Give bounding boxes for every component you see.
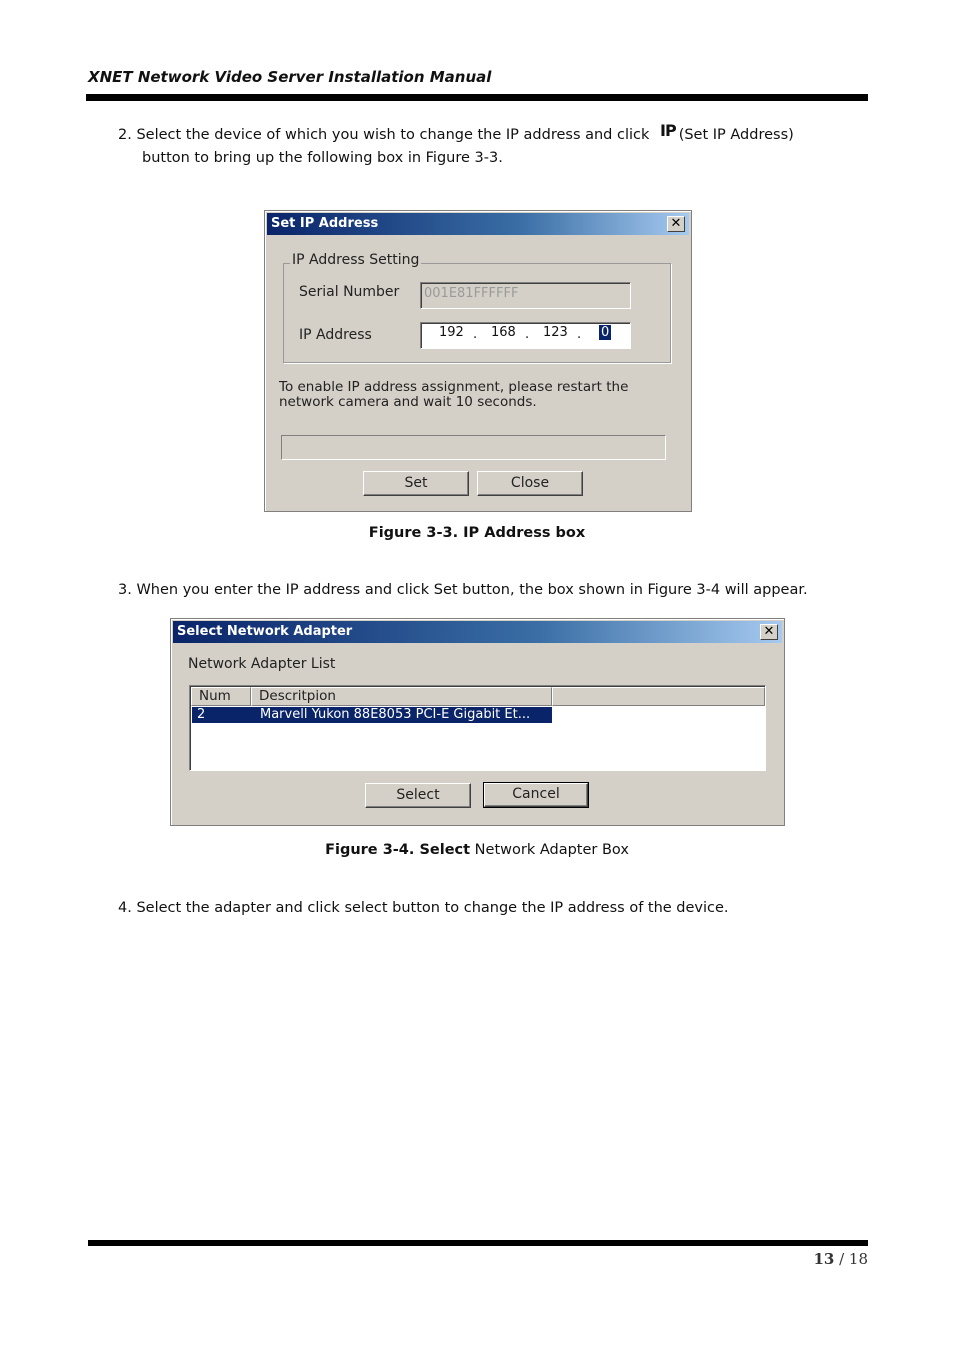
cancel-button[interactable]: Cancel — [484, 783, 588, 807]
manual-title: XNET Network Video Server Installation Manual — [88, 68, 492, 86]
close-button[interactable]: Close — [477, 471, 583, 496]
caption-normal-text: Network Adapter Box — [470, 842, 629, 858]
header-rule — [86, 94, 868, 101]
ip-octet-4[interactable]: 0 — [601, 325, 610, 340]
column-header-num[interactable]: Num — [191, 687, 251, 706]
ip-address-label: IP Address — [299, 327, 372, 343]
ip-address-input[interactable] — [420, 322, 631, 349]
page-separator: / — [834, 1250, 849, 1268]
step3-paragraph: 3. When you enter the IP address and click Set button, the box shown in Figure 3-4 will appear. — [118, 582, 808, 598]
ip-separator: . — [577, 327, 582, 342]
restart-message-line1: To enable IP address assignment, please restart the — [279, 379, 629, 395]
figure-3-4-caption — [0, 842, 954, 858]
footer-rule — [88, 1240, 868, 1246]
figure-3-3-caption — [0, 525, 954, 541]
adapter-list-label: Network Adapter List — [188, 656, 336, 672]
table-row[interactable] — [192, 707, 552, 723]
close-icon[interactable]: ✕ — [760, 624, 778, 640]
close-icon[interactable]: ✕ — [667, 216, 685, 232]
ip-separator: . — [525, 327, 530, 342]
dialog-titlebar — [267, 213, 689, 235]
caption-text: Figure 3-3. IP Address box — [368, 525, 586, 541]
select-adapter-dialog — [170, 618, 785, 826]
row-description: Marvell Yukon 88E8053 PCI-E Gigabit Et... — [260, 707, 531, 722]
page-current: 13 — [813, 1250, 835, 1268]
ip-octet-2[interactable]: 168 — [491, 325, 516, 340]
column-header-description[interactable]: Descritpion — [251, 687, 552, 706]
dialog-titlebar — [173, 621, 782, 643]
row-num: 2 — [197, 707, 206, 722]
adapter-listview[interactable] — [189, 685, 766, 771]
serial-number-label: Serial Number — [299, 284, 400, 300]
set-ip-dialog — [264, 210, 692, 512]
select-button[interactable]: Select — [365, 783, 471, 808]
progress-bar — [281, 435, 666, 460]
caption-bold-text: Figure 3-4. Select — [325, 842, 471, 858]
ip-octet-3[interactable]: 123 — [543, 325, 568, 340]
ip-separator: . — [473, 327, 478, 342]
ip-octet-1[interactable]: 192 — [439, 325, 464, 340]
set-ip-icon: IP — [660, 121, 676, 140]
restart-message-line2: network camera and wait 10 seconds. — [279, 394, 537, 410]
set-button[interactable]: Set — [363, 471, 469, 496]
step2-text-c: button to bring up the following box in Figure 3-3. — [142, 150, 503, 166]
dialog-title: Select Network Adapter — [177, 624, 353, 639]
step2-text-b: (Set IP Address) — [678, 127, 794, 143]
page-number — [813, 1250, 868, 1268]
column-header-empty — [552, 687, 765, 706]
dialog-title: Set IP Address — [271, 216, 379, 231]
group-label: IP Address Setting — [292, 252, 420, 268]
step2-text-a: 2. Select the device of which you wish to change the IP address and click — [118, 127, 654, 143]
page-total: 18 — [848, 1250, 868, 1268]
step4-paragraph: 4. Select the adapter and click select button to change the IP address of the device. — [118, 900, 729, 916]
serial-number-field: 001E81FFFFFF — [420, 282, 631, 309]
